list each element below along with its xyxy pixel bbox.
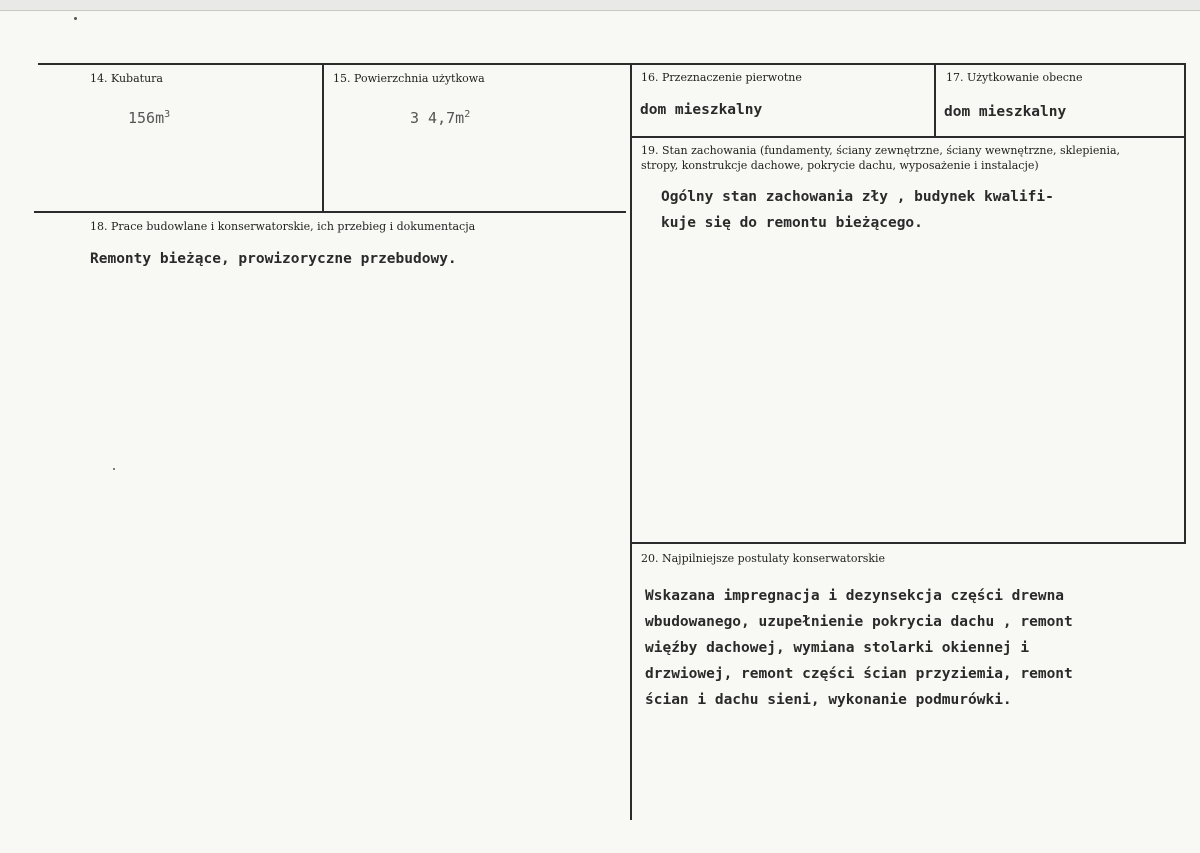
- value-postulaty: [645, 583, 1073, 713]
- value-prace-budowlane: Remonty bieżące, prowizoryczne przebudowy.: [90, 251, 457, 267]
- value-kubatura-exponent: 3: [164, 109, 171, 120]
- postulaty-line-5: ścian i dachu sieni, wykonanie podmurówki.: [645, 692, 1012, 708]
- center-divider: [630, 64, 632, 820]
- value-kubatura: [128, 109, 170, 127]
- postulaty-line-1: Wskazana impregnacja i dezynsekcja części drewna: [645, 588, 1065, 604]
- value-kubatura-base: 156m: [128, 109, 165, 127]
- postulaty-line-3: więźby dachowej, wymiana stolarki okiennej i: [645, 640, 1030, 656]
- label-prace-budowlane: 18. Prace budowlane i konserwatorskie, ich przebieg i dokumentacja: [90, 220, 476, 233]
- value-powierzchnia: [410, 109, 470, 127]
- label-postulaty: 20. Najpilniejsze postulaty konserwatorskie: [641, 552, 886, 565]
- postulaty-line-2: wbudowanego, uzupełnienie pokrycia dachu , remont: [645, 614, 1073, 630]
- value-uzytkowanie: dom mieszkalny: [944, 104, 1067, 120]
- label-uzytkowanie: 17. Użytkowanie obecne: [946, 71, 1083, 84]
- value-przeznaczenie: dom mieszkalny: [640, 102, 763, 118]
- record-card: [0, 10, 1200, 853]
- divider-14-15: [322, 64, 324, 212]
- postulaty-line-4: drzwiowej, remont części ścian przyziemia, remont: [645, 666, 1073, 682]
- value-powierzchnia-exponent: 2: [464, 109, 471, 120]
- divider-16-17: [934, 64, 936, 137]
- label-stan-zachowania: 19. Stan zachowania (fundamenty, ściany zewnętrzne, ściany wewnętrzne, sklepienia, stropy, konstrukcje dachowe, pokrycie dachu, wyposażenie i instalacje): [641, 144, 1121, 172]
- label-powierzchnia: 15. Powierzchnia użytkowa: [333, 72, 485, 85]
- value-powierzchnia-base: 3 4,7m: [410, 109, 465, 127]
- right-border: [1184, 64, 1186, 542]
- label-przeznaczenie: 16. Przeznaczenie pierwotne: [641, 71, 802, 84]
- stan-line-1: Ogólny stan zachowania zły , budynek kwalifi-: [661, 189, 1054, 205]
- paper-speck: [74, 17, 77, 20]
- top-rule: [38, 63, 1186, 65]
- rule-above-20: [631, 542, 1186, 544]
- stan-line-2: kuje się do remontu bieżącego.: [661, 215, 923, 231]
- value-stan-zachowania: [661, 184, 1054, 236]
- rule-below-16-17: [631, 136, 1186, 138]
- label-kubatura: 14. Kubatura: [90, 72, 163, 85]
- rule-above-18: [34, 211, 626, 213]
- paper-speck: [113, 468, 115, 470]
